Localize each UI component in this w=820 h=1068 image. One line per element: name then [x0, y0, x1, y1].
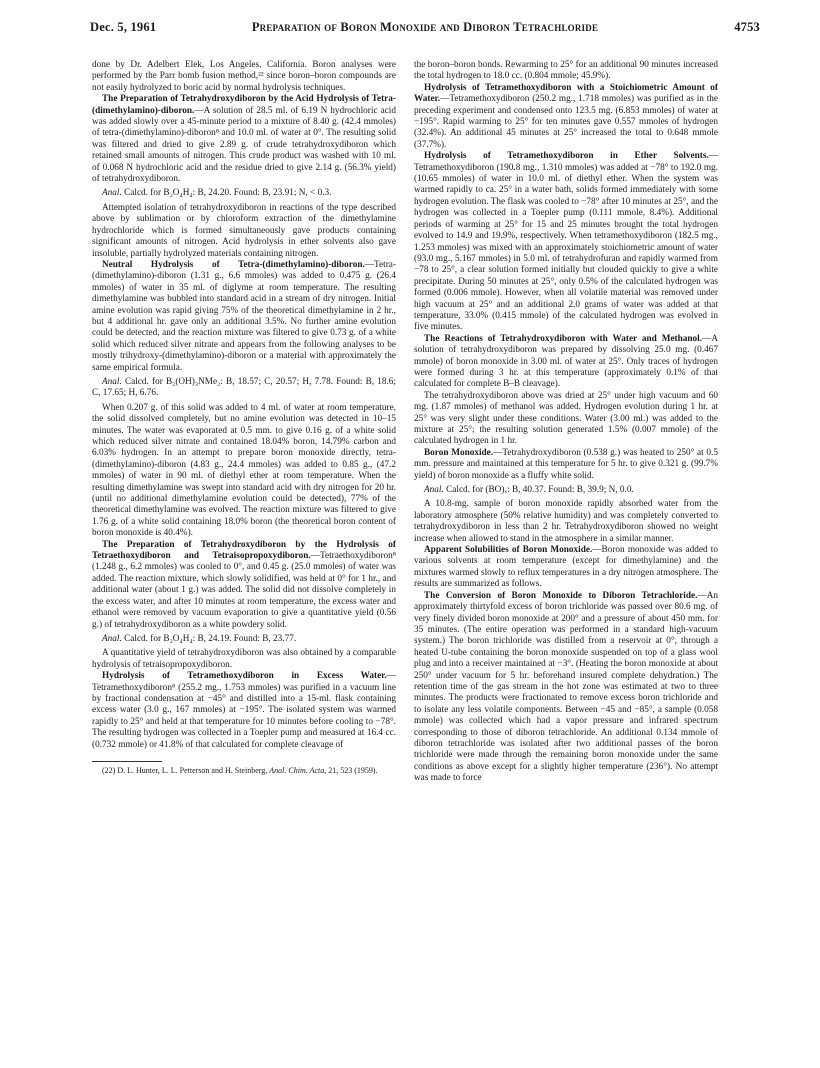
analysis-line: [414, 485, 718, 496]
paragraph: done by Dr. Adelbert Elek, Los Angeles, California. Boron analyses were performed by the Parr bomb fusion method,²² since boron–boron compounds are not easily hydrolyzed to boric acid by normal hydrolysis techniques.: [92, 60, 396, 93]
section-paragraph: [92, 260, 396, 374]
footnote-rule: [92, 761, 162, 762]
paragraph: When 0.207 g. of this solid was added to 4 ml. of water at room temperature, the solid dissolved completely, but no amine evolution was detected in 10–15 minutes. The water was evaporated at 0.5 mm. to give 0.16 g. of a white solid which reduced silver nitrate and contained 18.04% boron, 14.79% carbon and 6.03% hydrogen. In an attempt to prepare boron monoxide directly, tetra-(dimethylamino)-diboron (4.83 g., 24.4 mmoles) was added to 0.85 g., (47.2 mmoles) of water in 90 ml. of diethyl ether at room temperature. When the resulting dimethylamine was swept into standard acid with dry nitrogen for 20 hr. (until no additional dimethylamine evolution could be detected), 77% of the theoretical dimethylamine was evolved. The reaction mixture was filtered to give 1.76 g. of a white solid containing 18.0% boron (the theoretical boron content of boron monoxide is 40.4%).: [92, 402, 396, 539]
analysis-text: Calcd. for B₂O₄H₄: B, 24.20. Found: B, 23.91; N, < 0.3.: [121, 188, 332, 199]
section-paragraph: [414, 83, 718, 151]
analysis-line: [92, 188, 396, 199]
section-body: —Tetrahydroxydiboron (0.538 g.) was heated to 250° at 0.5 mm. pressure and maintained at this temperature for 5 hr. to give 0.321 g. (99.7% yield) of boron monoxide as a fluffy white solid.: [414, 447, 718, 481]
paragraph: Attempted isolation of tetrahydroxydiboron in reactions of the type described above by sublimation or by chloroform extraction of the dimethylamine hydrochloride which is formed simultaneously gave products containing significant amounts of nitrogen. Acid hydrolysis in ether solvents also gave insoluble, partially hydrolyzed materials containing nitrogen.: [92, 202, 396, 259]
paragraph: the boron–boron bonds. Rewarming to 25° for an additional 90 minutes increased the total hydrogen to 18.0 cc. (0.804 mmole; 45.9%).: [414, 60, 718, 82]
section-heading: Hydrolysis of Tetramethoxydiboron in Ether Solvents.: [424, 151, 709, 162]
section-heading: The Preparation of Tetrahydroxydiboron by the Acid Hydrolysis of Tetra-(dimethylamino)-diboron.: [92, 94, 396, 116]
section-paragraph: [414, 334, 718, 391]
section-body: —A solution of tetrahydroxydiboron was prepared by dissolving 25.0 mg. (0.467 mmole) of boron monoxide in 3.00 ml. of water at 25°. Only traces of hydrogen were formed during 3 hr. at this temperature (approximately 0.1% of that calculated for complete B–B cleavage).: [414, 333, 718, 390]
paragraph: The tetrahydroxydiboron above was dried at 25° under high vacuum and 60 mg. (1.87 mmoles) of methanol was added. Hydrogen evolution during 1 hr. at 25° was very slight under these conditions. Water (3.00 ml.) was added to the mixture at 25°; the resulting solution generated 1.5% (0.007 mmole) of the calculated hydrogen in 1 hr.: [414, 390, 718, 447]
analysis-label: Anal.: [102, 633, 122, 644]
section-heading: The Preparation of Tetrahydroxydiboron by the Hydrolysis of Tetraethoxydiboron and Tetraisopropoxydiboron.: [92, 539, 396, 562]
section-body: —A solution of 28.5 ml. of 6.19 N hydrochloric acid was added slowly over a 45-minute period to a mixture of 8.40 g. (42.4 mmoles) of tetra-(dimethylamino)-diboron⁸ and 10.0 ml. of water at 0°. The resulting solid was filtered and dried to give 2.89 g. of crude tetrahydroxydiboron which retained small amounts of nitrogen. This crude product was washed with 10 ml. of 0.068 N hydrochloric acid and the residue dried to give 2.14 g. (56.3% yield) of tetrahydroxydiboron.: [92, 105, 396, 185]
analysis-line: [92, 634, 396, 645]
analysis-label: Anal.: [102, 188, 122, 199]
section-heading: The Conversion of Boron Monoxide to Diboron Tetrachloride.: [424, 590, 698, 601]
section-paragraph: [414, 545, 718, 591]
section-paragraph: [414, 448, 718, 482]
left-column: [92, 60, 396, 776]
section-heading: Neutral Hydrolysis of Tetra-(dimethylamino)-diboron.: [102, 259, 365, 270]
section-body: —Tetramethoxydiboron (250.2 mg., 1.718 mmoles) was purified as in the preceding experiment and condensed onto 123.5 mg. (6.853 mmoles) of water at −195°. Rapid warming to 25° for ten minutes gave 0.557 mmoles of hydrogen (32.4%). An additional 45 minutes at 25° increased the total to 0.648 mmole (37.7%).: [414, 94, 718, 150]
footnote: [92, 766, 396, 776]
section-body: —Boron monoxide was added to various solvents at room temperature (except for dimethylamine) and the mixtures warmed slowly to reflux temperatures in a dry nitrogen atmosphere. The results are summarized as follows.: [414, 545, 718, 590]
section-paragraph: [92, 540, 396, 631]
paragraph: A quantitative yield of tetrahydroxydiboron was also obtained by a comparable hydrolysis of tetraisopropoxydiboron.: [92, 648, 396, 670]
analysis-text: Calcd. for B₂O₄H₄: B, 24.19. Found: B, 23.77.: [121, 633, 297, 644]
analysis-text: Calcd. for (BO)ₓ: B, 40.37. Found: B, 39.9; N, 0.0.: [443, 485, 634, 496]
section-heading: Hydrolysis of Tetramethoxydiboron with a Stoichiometric Amount of Water.: [414, 82, 718, 105]
section-heading: Apparent Solubilities of Boron Monoxide.: [424, 545, 593, 556]
running-header: [90, 20, 760, 42]
section-heading: The Reactions of Tetrahydroxydiboron with Water and Methanol.: [424, 333, 703, 344]
right-column: [414, 60, 718, 785]
footnote-journal: Anal. Chim. Acta,: [269, 765, 327, 775]
section-body: —An approximately thirtyfold excess of boron trichloride was passed over 80.6 mg. of very finely divided boron monoxide at 200° and a pressure of about 450 mm. for 35 minutes. (The entire operation was performed in a standard high-vacuum system.) The boron trichloride was distilled from a reservoir at 0°, through a heated U-tube containing the boron monoxide suspended on top of a glass wool plug and into a receiver maintained at −3°. (Heating the boron monoxide at about 250° under vacuum for 5 hr. beforehand insured complete dehydration.) The retention time of the gas stream in the hot zone was estimated at two to three minutes. The products were fractionated to remove excess boron trichloride and to isolate any less volatile components. Between −45 and −85°, a sample (0.058 mmole) was collected which had a vapor pressure and infrared spectrum corresponding to those of diboron tetrachloride. An additional 0.134 mmole of diboron tetrachloride was isolated after two additional passes of the boron trichloride were made through the remaining boron monoxide under the same conditions as above except for a slightly higher temperature (236°). No attempt was made to force: [414, 590, 718, 784]
header-title: Preparation of Boron Monoxide and Diboron Tetrachloride: [251, 20, 599, 34]
section-body: —Tetra-(dimethylamino)-diboron (1.31 g., 6.6 mmoles) was added to 0.475 g. (26.4 mmoles) of water in 35 ml. of diglyme at room temperature. The resulting dimethylamine was bubbled into standard acid in a stream of dry nitrogen. Initial amine evolution was rapid giving 75% of the theoretical dimethylamine in 2 hr., but 4 additional hr. gave only an additional 3.5%. No further amine evolution could be detected, and the reaction mixture was filtered to give 0.73 g. of a white solid which reduced silver nitrate and appears from the following analyses to be mostly trihydroxy-(dimethylamino)-diboron or a material with approximately the same empirical formula.: [92, 259, 396, 373]
footnote-authors: (22) D. L. Hunter, L. L. Petterson and H. Steinberg,: [102, 765, 270, 775]
section-paragraph: [92, 94, 396, 185]
section-paragraph: [92, 671, 396, 751]
section-body: —Tetramethoxydiboron⁸ (255.2 mg., 1.753 mmoles) was purified in a vacuum line by fractional condensation at −45° and distilled into a 15-ml. flask containing excess water (3.0 g., 167 mmoles) at −195°. The isolated system was warmed rapidly to 25° and held at that temperature for 10 minutes before cooling to −78°. The resulting hydrogen was collected in a Toepler pump and measured at 16.4 cc. (0.732 mmole) or 41.8% of that calculated for complete cleavage of: [92, 671, 396, 750]
section-heading: Hydrolysis of Tetramethoxydiboron in Excess Water.: [102, 671, 387, 682]
analysis-line: [92, 377, 396, 400]
footnote-citation: 21, 523 (1959).: [326, 765, 378, 775]
section-body: —Tetramethoxydiboron (190.8 mg., 1.310 mmoles) was added at −78° to 192.0 mg. (10.65 mmoles) of water in 10.0 ml. of diethyl ether. When the system was warmed rapidly to ca. 25° in a water bath, solids formed immediately with some hydrogen evolution. The flask was cooled to −78° after 10 minutes at 25°, and the hydrogen was collected in a Toepler pump (0.111 mmole, 8.4%). Additional periods of warming at 25° for 15 and 25 minutes brought the total hydrogen evolved to 14.9 and 19.9%, respectively. When tetramethoxydiboron (182.5 mg., 1.253 mmoles) was mixed with an approximately stoichiometric amount of water (93.0 mg., 5.167 mmoles) in 5.0 ml. of tetrahydrofuran and rapidly warmed from −78 to 25°, a clear solution formed initially but clouded quickly to give a white precipitate. During 50 minutes at 25°, only 0.5% of the calculated hydrogen was formed (0.006 mmole). However, when all volatile material was removed under high vacuum at 25° and an additional 2.0 grams of water was added at that temperature, 33.0% (0.415 mmole) of the calculated hydrogen was evolved in five minutes.: [414, 151, 718, 333]
analysis-label: Anal.: [424, 485, 444, 496]
section-heading: Boron Monoxide.: [424, 447, 494, 458]
analysis-text: Calcd. for B₂(OH)₃NMe₂: B, 18.57; C, 20.57; H, 7.78. Found: B, 18.6; C, 17.65; H, 6.76.: [92, 376, 396, 399]
section-body: —Tetraethoxydiboron⁸ (1.248 g., 6.2 mmoles) was cooled to 0°, and 0.45 g. (25.0 mmoles) of water was added. The reaction mixture, which slowly solidified, was held at 0° for 1 hr., and additional water (about 1 g.) was added. The solid did not dissolve completely in the excess water, and after 10 minutes at room temperature, the excess water and ethanol were removed by vacuum evaporation to give a quantitative yield (0.56 g.) of tetrahydroxydiboron as a white powdery solid.: [92, 551, 396, 630]
page-number: 4753: [734, 20, 760, 34]
header-date: Dec. 5, 1961: [90, 20, 157, 34]
analysis-label: Anal.: [102, 376, 122, 387]
section-paragraph: [414, 151, 718, 334]
paragraph: A 10.8-mg. sample of boron monoxide rapidly absorbed water from the laboratory atmosphere (50% relative humidity) and was completely converted to tetrahydroxydiboron in less than 2 hr. Tetrahydroxydiboron showed no weight increase when allowed to stand in the atmosphere in a similar manner.: [414, 499, 718, 544]
section-paragraph: [414, 591, 718, 785]
